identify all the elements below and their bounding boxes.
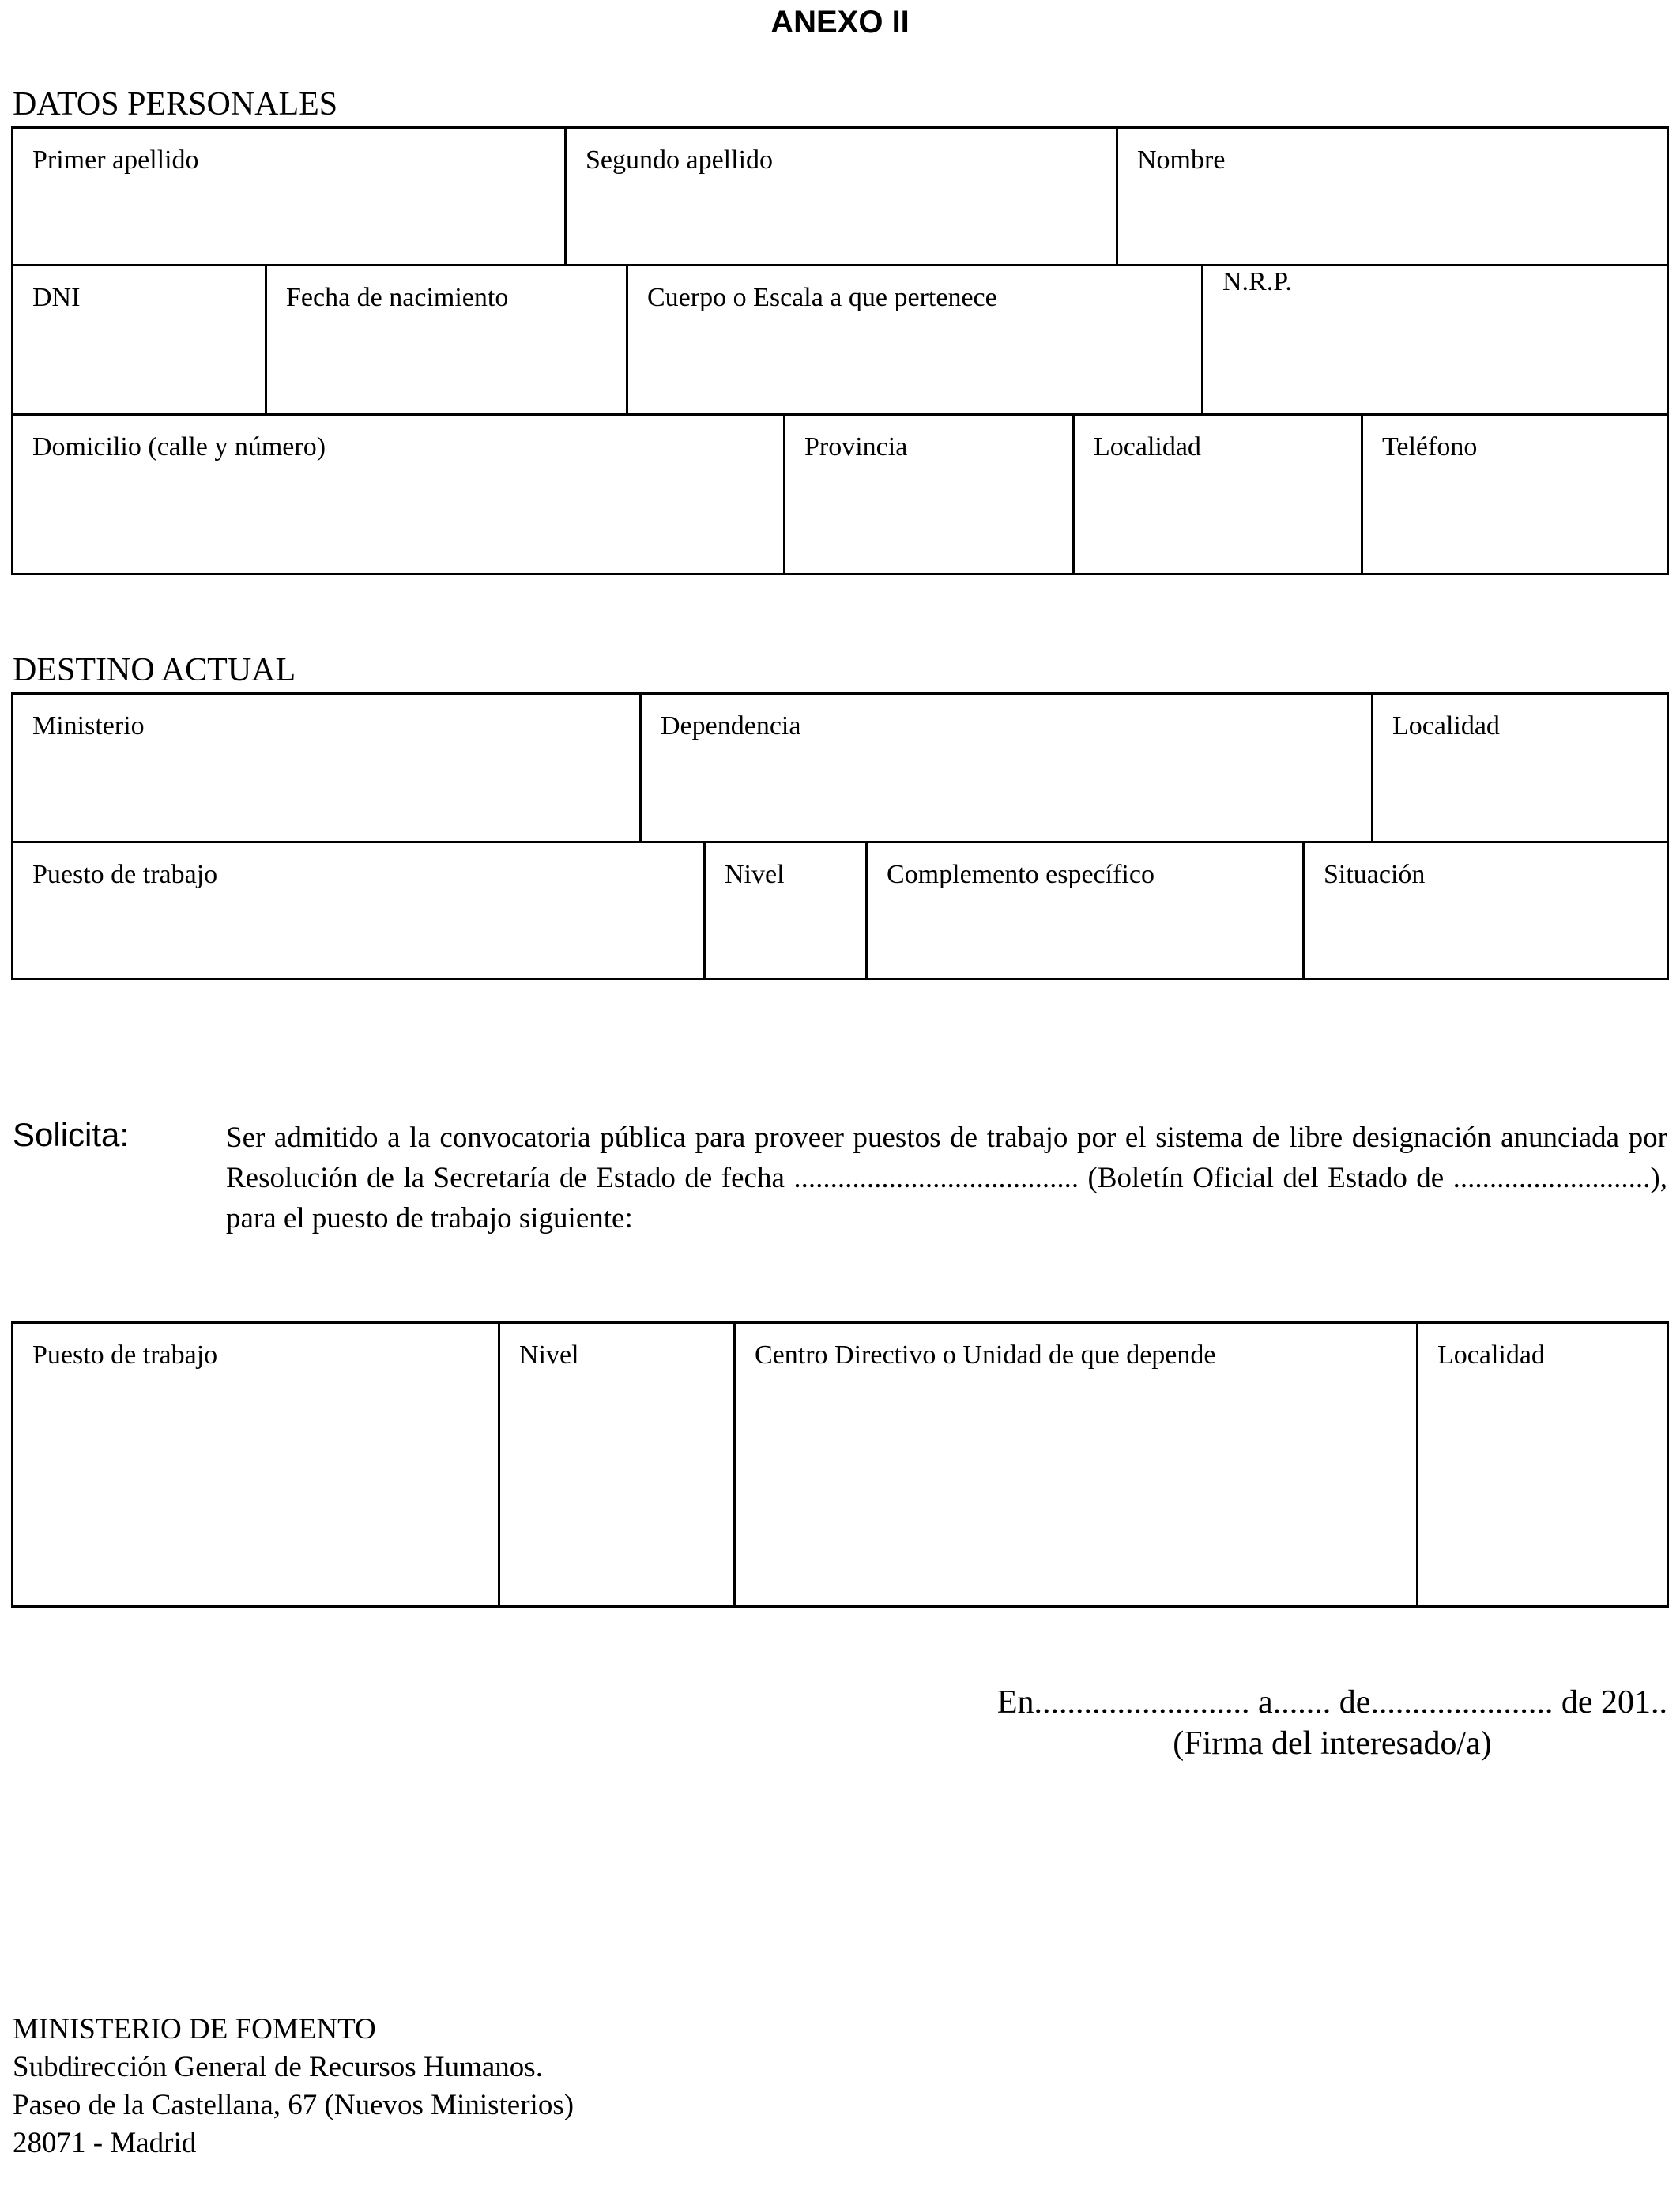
- field-label: Teléfono: [1382, 432, 1478, 462]
- destino-row-1: [13, 695, 1667, 841]
- field-dependencia[interactable]: [642, 695, 1373, 841]
- field-puesto-trabajo[interactable]: [13, 843, 706, 978]
- field-label: Provincia: [804, 432, 908, 462]
- signature-caption: (Firma del interesado/a): [1173, 1725, 1492, 1762]
- field-label: Puesto de trabajo: [32, 860, 218, 889]
- field-complemento-especifico[interactable]: [868, 843, 1305, 978]
- destino-row-2: [13, 843, 1667, 978]
- field-label: Localidad: [1094, 432, 1201, 462]
- footer-line: Paseo de la Castellana, 67 (Nuevos Ministerios): [13, 2089, 574, 2121]
- field-label: Fecha de nacimiento: [286, 283, 509, 312]
- field-label: Puesto de trabajo: [32, 1340, 218, 1370]
- field-primer-apellido[interactable]: [13, 129, 567, 264]
- field-nivel[interactable]: [706, 843, 868, 978]
- field-localidad[interactable]: [1075, 416, 1363, 573]
- field-cuerpo-escala[interactable]: [628, 266, 1203, 413]
- datos-row-1: [13, 129, 1667, 264]
- field-label: Domicilio (calle y número): [32, 432, 326, 462]
- field-label: Ministerio: [32, 711, 145, 741]
- signature-date-line: En.......................... a....... de...................... de 201..: [996, 1684, 1667, 1721]
- field-puesto-solicitado[interactable]: [13, 1324, 500, 1605]
- field-label: N.R.P.: [1222, 267, 1292, 296]
- document-title: ANEXO II: [770, 5, 910, 40]
- field-centro-directivo[interactable]: [736, 1324, 1418, 1605]
- solicita-text: Ser admitido a la convocatoria pública para proveer puestos de trabajo por el sistema de libre designación anunciada por Resolución de la Secretaría de Estado de fecha ....................................... (Boletín Oficial del Estado de ...........................), para el puesto de trabajo siguiente:: [226, 1122, 1667, 1235]
- field-label: Segundo apellido: [586, 145, 774, 175]
- address-footer: [13, 2011, 574, 2162]
- field-nombre[interactable]: [1118, 129, 1667, 264]
- field-label: Localidad: [1392, 711, 1500, 741]
- footer-line: 28071 - Madrid: [13, 2127, 197, 2159]
- field-localidad-destino[interactable]: [1373, 695, 1667, 841]
- field-dni[interactable]: [13, 266, 267, 413]
- field-label: Centro Directivo o Unidad de que depende: [755, 1340, 1216, 1370]
- field-label: Primer apellido: [32, 145, 199, 175]
- field-nrp[interactable]: [1203, 266, 1667, 413]
- field-domicilio[interactable]: [13, 416, 785, 573]
- field-ministerio[interactable]: [13, 695, 642, 841]
- field-segundo-apellido[interactable]: [567, 129, 1118, 264]
- destino-actual-heading: DESTINO ACTUAL: [13, 652, 296, 688]
- field-provincia[interactable]: [785, 416, 1075, 573]
- signature-block: [942, 1682, 1667, 1764]
- field-label: Dependencia: [661, 711, 801, 741]
- field-label: Nombre: [1137, 145, 1226, 175]
- datos-personales-heading: DATOS PERSONALES: [13, 86, 338, 123]
- footer-line: Subdirección General de Recursos Humanos.: [13, 2051, 543, 2083]
- field-label: DNI: [32, 283, 81, 312]
- puesto-row: [13, 1324, 1667, 1605]
- field-telefono[interactable]: [1363, 416, 1667, 573]
- field-label: Situación: [1324, 860, 1426, 889]
- field-label: Cuerpo o Escala a que pertenece: [647, 283, 997, 312]
- field-situacion[interactable]: [1305, 843, 1667, 978]
- puesto-solicitado-form: [11, 1321, 1669, 1608]
- datos-personales-form: [11, 126, 1669, 575]
- field-label: Complemento específico: [887, 860, 1155, 889]
- field-label: Nivel: [519, 1340, 579, 1370]
- field-label: Nivel: [725, 860, 785, 889]
- destino-actual-form: [11, 692, 1669, 980]
- field-fecha-nacimiento[interactable]: [267, 266, 628, 413]
- footer-line: MINISTERIO DE FOMENTO: [13, 2013, 376, 2045]
- datos-row-3: [13, 416, 1667, 573]
- datos-row-2: [13, 266, 1667, 413]
- solicita-label: Solicita:: [13, 1116, 130, 1153]
- field-label: Localidad: [1437, 1340, 1545, 1370]
- field-localidad-solicitada[interactable]: [1418, 1324, 1667, 1605]
- field-nivel-solicitado[interactable]: [500, 1324, 736, 1605]
